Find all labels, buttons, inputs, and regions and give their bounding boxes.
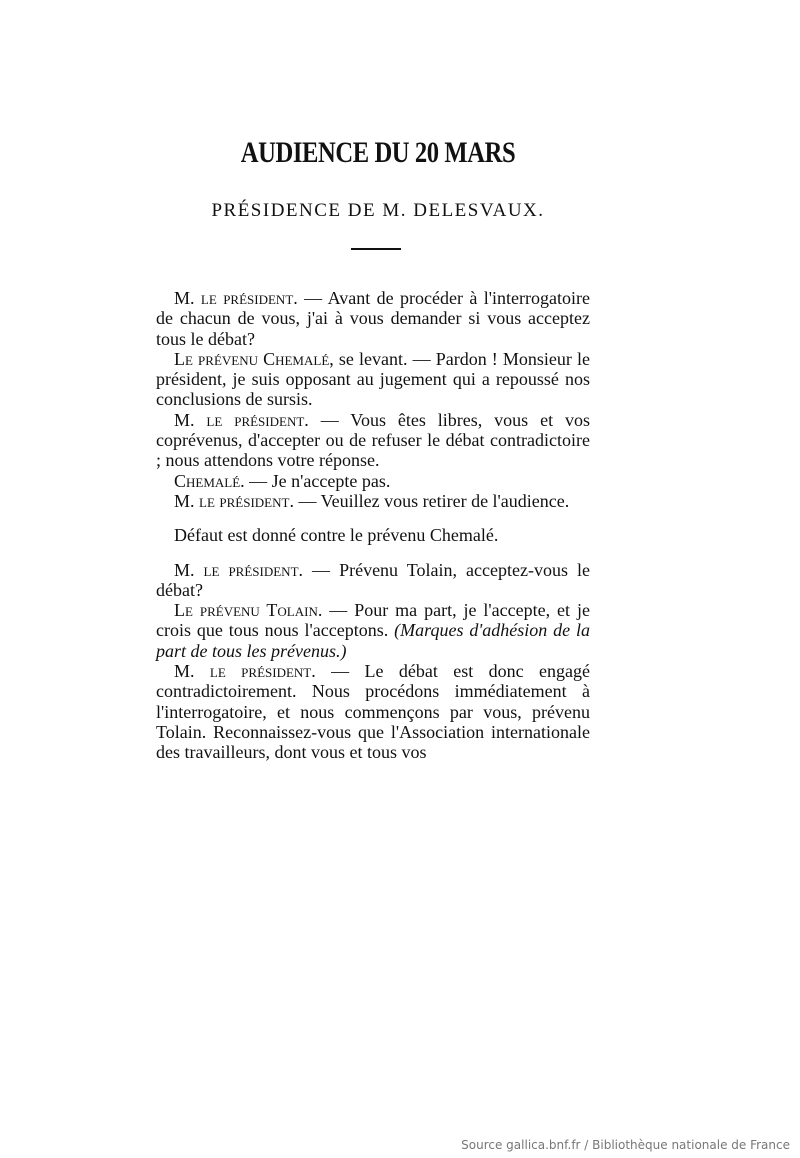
speaker: Chemalé. bbox=[174, 470, 245, 491]
paragraph-text: — Le débat est donc engagé contradictoirement. Nous procédons immédiatement à l'interrogatoire, et nous commençons par vous, prévenu Tolain. Reconnaissez-vous que l'Association internationale des travailleurs, dont vous et tous vos bbox=[156, 661, 590, 763]
page-title: AUDIENCE DU 20 MARS bbox=[240, 136, 516, 169]
title-divider bbox=[351, 248, 401, 250]
speaker: Le prévenu Tolain. bbox=[174, 600, 323, 621]
paragraph-text: se levant. — Pardon ! Monsieur le président, je suis opposant au jugement qui a repoussé nos conclusions de sursis. bbox=[156, 348, 590, 410]
speaker: M. le président. bbox=[174, 409, 309, 430]
paragraph-text: — Prévenu Tolain, acceptez-vous le débat? bbox=[156, 559, 590, 600]
paragraph-text: — Vous êtes libres, vous et vos coprévenus, d'accepter ou de refuser le débat contradictoire ; nous attendons votre réponse. bbox=[156, 409, 590, 471]
page-subtitle: PRÉSIDENCE DE M. DELESVAUX. bbox=[211, 200, 545, 221]
speaker: M. le président. bbox=[174, 559, 304, 580]
paragraph-5 bbox=[156, 491, 590, 511]
paragraph-2 bbox=[156, 349, 590, 410]
paragraph-text: — Je n'accepte pas. bbox=[244, 470, 391, 491]
paragraph-9 bbox=[156, 661, 590, 762]
paragraph-text: Défaut est donné contre le prévenu Chemalé. bbox=[174, 525, 499, 546]
paragraph-3 bbox=[156, 410, 590, 471]
stage-direction: (Marques d'adhésion de la part de tous les prévenus.) bbox=[156, 620, 591, 661]
paragraph-4 bbox=[156, 471, 590, 491]
speaker: M. le président. bbox=[174, 490, 294, 511]
paragraph-7 bbox=[156, 560, 590, 601]
paragraph-1 bbox=[156, 288, 590, 349]
speaker: Le prévenu Chemalé, bbox=[174, 348, 334, 369]
speaker: M. le président. bbox=[174, 288, 298, 308]
speaker: M. le président. bbox=[174, 661, 316, 682]
paragraph-8 bbox=[156, 600, 590, 661]
source-footer: Source gallica.bnf.fr / Bibliothèque nationale de France bbox=[461, 1138, 790, 1152]
transcript-body bbox=[156, 288, 590, 763]
paragraph-text: — Pour ma part, je l'accepte, et je crois que tous nous l'acceptons. bbox=[156, 600, 590, 641]
paragraph-text: — Avant de procéder à l'interrogatoire de chacun de vous, j'ai à vous demander si vous acceptez tous le débat? bbox=[156, 288, 590, 349]
paragraph-6 bbox=[156, 525, 590, 545]
paragraph-text: — Veuillez vous retirer de l'audience. bbox=[293, 490, 570, 511]
